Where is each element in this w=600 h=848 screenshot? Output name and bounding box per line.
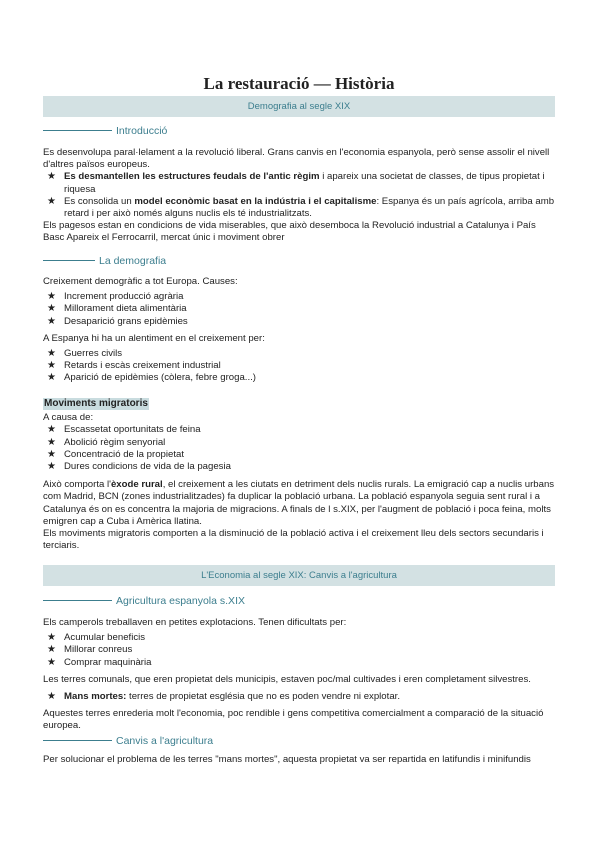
star-bullet-icon: ★ (47, 424, 56, 436)
heading-introduccio: Introducció (43, 124, 555, 138)
migracio-paragraph-2: Això comporta l'èxode rural, el creixement a les ciutats en detriment dels nuclis rurals. La emigració cap a nuclis urbans com Madrid, BCN (zones industrialitzades) fa duplicar la població urbana. La població espanyola seguia sent rural i a Catalunya és on es concentra la majoria de migracions. A finals de l s.XIX, per l'augment de població i poca feina, molts emigren cap a Cuba i Amèrica llatina. (43, 479, 555, 527)
list-item: ★ Mans mortes: terres de propietat església que no es poden vendre ni explotar. (47, 691, 400, 703)
star-bullet-icon: ★ (47, 348, 56, 360)
star-bullet-icon: ★ (47, 303, 56, 315)
star-bullet-icon: ★ (47, 291, 56, 303)
heading-demografia: La demografia (43, 254, 555, 268)
migracio-paragraph: A causa de: (43, 412, 94, 424)
star-bullet-icon: ★ (47, 461, 56, 473)
heading-rule (43, 600, 112, 601)
list-item: ★ Abolició règim senyorial (47, 436, 166, 448)
intro-block (43, 147, 557, 245)
list-item: ★ Es desmantellen les estructures feudals de l'antic règim i apareix una societat de classes, de tipus propietat i riquesa (47, 171, 545, 195)
list-item: ★ Es consolida un model econòmic basat en la indústria i el capitalisme: Espanya és un país agrícola, arriba amb retard i per això només alguns nuclis els té industrialitzats. (47, 195, 555, 220)
list-item: ★ Aparició de epidèmies (còlera, febre groga...) (47, 372, 256, 384)
reasons-list (43, 348, 557, 385)
list-item: ★ Dures condicions de vida de la pagesia (47, 461, 231, 473)
agricultura-block (43, 617, 557, 733)
star-bullet-icon: ★ (47, 372, 56, 384)
list-item: ★ Retards i escàs creixement industrial (47, 360, 221, 372)
migracio-list (43, 424, 557, 473)
intro-paragraph: Es desenvolupa paral·lelament a la revolució liberal. Grans canvis en l'economia espanyola, però sense assolir el nivell d'altres països europeus. (43, 147, 550, 171)
heading-rule (43, 130, 112, 131)
list-item: ★ Comprar maquinària (47, 656, 152, 668)
heading-rule (43, 260, 95, 261)
demografia-block (43, 276, 557, 385)
list-item: ★ Millorament dieta alimentària (47, 303, 187, 315)
star-bullet-icon: ★ (47, 436, 56, 448)
list-item: ★ Acumular beneficis (47, 632, 146, 644)
heading-rule (43, 740, 112, 741)
demografia-paragraph-2: A Espanya hi ha un alentiment en el creixement per: (43, 332, 265, 344)
intro-paragraph-2: Els pagesos estan en condicions de vida miserables, que això desemboca la Revolució industrial a Catalunya i País Basc Apareix el Ferrocarril, mercat únic i moviment obrer (43, 220, 536, 244)
star-bullet-icon: ★ (47, 360, 56, 372)
page-title: La restauració — Història (203, 74, 395, 93)
demografia-paragraph: Creixement demogràfic a tot Europa. Causes: (43, 276, 238, 287)
list-item: ★ Guerres civils (47, 348, 123, 360)
canvis-paragraph: Per solucionar el problema de les terres "mans mortes", aquesta propietat va ser repartida en latifundis i minifundis (43, 754, 531, 765)
section-band-demografia: Demografia al segle XIX (43, 96, 555, 117)
star-bullet-icon: ★ (47, 448, 56, 460)
star-bullet-icon: ★ (47, 656, 56, 668)
agricultura-paragraph-3: Aquestes terres enrederia molt l'economia, poc rendible i gens competitiva comercialment a comparació de la situació europea. (43, 708, 544, 732)
agricultura-paragraph: Els camperols treballaven en petites explotacions. Tenen dificultats per: (43, 617, 347, 628)
migracio-paragraph-3: Els moviments migratoris comporten a la disminució de la població activa i el creixement lleu dels sectors secundaris i terciaris. (43, 528, 544, 552)
intro-list (43, 171, 557, 220)
heading-agricultura: Agricultura espanyola s.XIX (43, 594, 555, 608)
star-bullet-icon: ★ (47, 691, 56, 703)
canvis-block (43, 754, 557, 766)
list-item: ★ Concentració de la propietat (47, 448, 184, 460)
star-bullet-icon: ★ (47, 315, 56, 327)
star-bullet-icon: ★ (47, 632, 56, 644)
star-bullet-icon: ★ (47, 171, 56, 183)
list-item: ★ Increment producció agrària (47, 291, 184, 303)
list-item: ★ Desaparició grans epidèmies (47, 315, 188, 327)
subheading-moviments-migratoris: Moviments migratoris (44, 398, 148, 409)
star-bullet-icon: ★ (47, 195, 56, 207)
star-bullet-icon: ★ (47, 644, 56, 656)
agricultura-paragraph-2: Les terres comunals, que eren propietat dels municipis, estaven poc/mal cultivades i eren completament silvestres. (43, 673, 531, 685)
list-item: ★ Escassetat oportunitats de feina (47, 424, 201, 436)
causes-list (43, 291, 557, 328)
section-band-economia: L'Economia al segle XIX: Canvis a l'agricultura (43, 565, 555, 586)
agricultura-list (43, 632, 557, 669)
heading-canvis: Canvis a l'agricultura (43, 734, 555, 748)
migracio-block (43, 398, 557, 552)
list-item: ★ Millorar conreus (47, 644, 133, 656)
mans-mortes-list (43, 691, 557, 703)
